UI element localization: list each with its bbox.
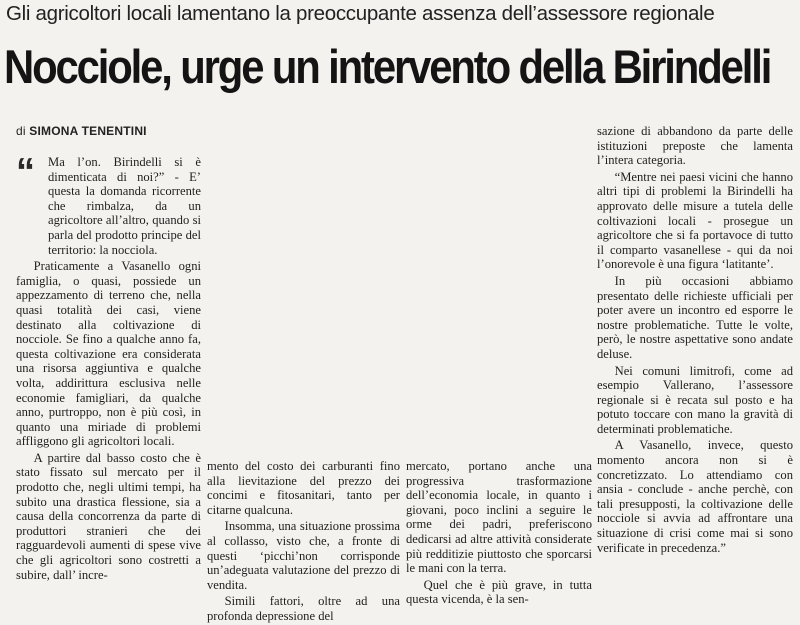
paragraph: Insomma, una situazione prossima al collasso, visto che, a fronte di questi ‘picchi’non corrisponde un’adeguata valutazione del prezzo di vendita.	[207, 519, 400, 592]
byline	[16, 124, 147, 138]
headline: Nocciole, urge un intervento della Birindelli	[4, 40, 771, 93]
paragraph: Ma l’on. Birindelli si è dimenticata di noi?” - E’ questa la domanda ricorrente che rimbalza, da un agricoltore all’altro, quando si parla del prodotto principe del territorio: la nocciola.	[48, 155, 201, 257]
paragraph: mento del costo dei carburanti fino alla lievitazione del prezzo dei concimi e fitosanitari, tanto per citarne qualcuna.	[207, 459, 400, 517]
byline-prefix: di	[16, 124, 26, 138]
kicker-subtitle: Gli agricoltori locali lamentano la preoccupante assenza dell’assessore regionale	[6, 2, 715, 25]
paragraph: In più occasioni abbiamo presentato delle richieste ufficiali per poter avere un incontro ed esporre le nostre problematiche. Tutte le volte, però, le nostre aspettative sono andate deluse.	[597, 273, 793, 361]
column-1	[16, 151, 201, 582]
column-2	[207, 459, 400, 624]
byline-author: SIMONA TENENTINI	[29, 124, 147, 138]
column-3	[406, 459, 592, 607]
paragraph: mercato, portano anche una progressiva trasformazione dell’economia locale, in quanto i giovani, poco inclini a seguire le orme dei padri, preferiscono dedicarsi ad altre attività considerate più redditizie piuttosto che sporcarsi le mani con la terra.	[406, 459, 592, 576]
paragraph: Quel che è più grave, in tutta questa vicenda, è la sen-	[406, 577, 592, 607]
paragraph: A partire dal basso costo che è stato fissato sul mercato per il prodotto che, negli ultimi tempi, ha subito una drastica flessione, sia a causa della concorrenza da parte di produttori stranieri che dei ragguardevoli aumenti di spese vive che gli agricoltori sono costretti a subire, dall’ incre-	[16, 450, 201, 582]
paragraph: A Vasanello, invece, questo momento ancora non si è concretizzato. Lo attendiamo con ansia - conclude - anche perchè, con tali presupposti, la coltivazione delle nocciole si avvia ad affrontare una situazione di crisi come mai si sono verificate in precedenza.”	[597, 438, 793, 555]
column-4	[597, 124, 793, 555]
paragraph: sazione di abbandono da parte delle istituzioni preposte che lamenta l’intera categoria.	[597, 124, 793, 168]
opening-quote-mark-icon: “	[16, 151, 35, 193]
paragraph: Praticamente a Vasanello ogni famiglia, o quasi, possiede un appezzamento di terreno che, nella quasi totalità dei casi, viene destinato alla coltivazione di nocciole. Se fino a qualche anno fa, questa coltivazione era considerata una risorsa aggiuntiva e qualche volta, addirittura esclusiva nelle economie famigliari, da qualche anno, purtroppo, non è più così, in quanto una miriade di problemi affliggono gli agricoltori locali.	[16, 259, 201, 449]
paragraph: Nei comuni limitrofi, come ad esempio Vallerano, l’assessore regionale si è recata sul posto e ha potuto toccare con mano la gravità di determinati problematiche.	[597, 363, 793, 436]
paragraph: “Mentre nei paesi vicini che hanno altri tipi di problemi la Birindelli ha approvato delle misure a tutela delle coltivazioni locali - prosegue un agricoltore che si fa portavoce di tutto il comparto vasanellese - qui da noi l’onorevole è una figura ‘latitante’.	[597, 169, 793, 272]
paragraph: Simili fattori, oltre ad una profonda depressione del	[207, 594, 400, 623]
